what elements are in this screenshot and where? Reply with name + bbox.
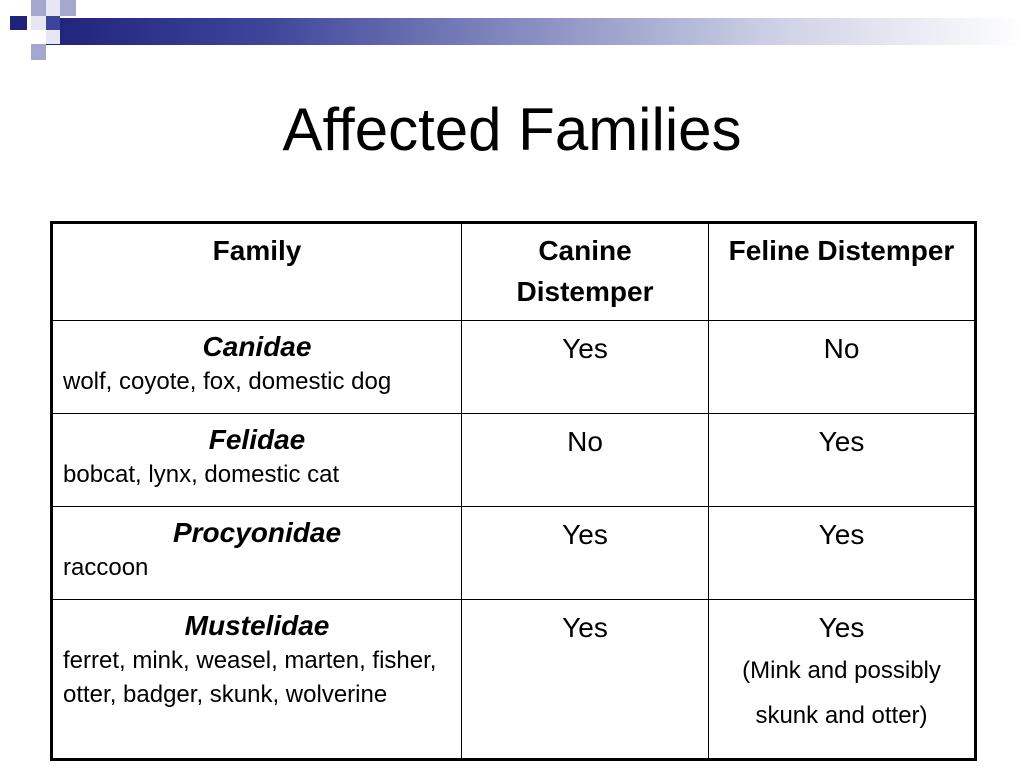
family-members: bobcat, lynx, domestic cat: [63, 461, 340, 488]
feline-cell: No: [709, 321, 976, 414]
family-members: raccoon: [63, 554, 149, 581]
decor-square: [31, 44, 46, 60]
family-name: Procyonidae: [172, 517, 342, 548]
table-row: [52, 414, 976, 507]
table-row: [52, 507, 976, 600]
family-members: ferret, mink, weasel, marten, fisher, otter, badger, skunk, wolverine: [63, 647, 437, 708]
header-family: Family: [52, 223, 462, 321]
decor-square: [46, 0, 60, 16]
header-feline-distemper: Feline Distemper: [709, 223, 976, 321]
canine-cell: Yes: [462, 321, 709, 414]
header-band: [46, 18, 1024, 45]
decor-square: [31, 0, 46, 16]
decor-square: [60, 0, 76, 16]
decor-square: [46, 30, 60, 44]
family-name: Canidae: [202, 331, 312, 362]
family-members: wolf, coyote, fox, domestic dog: [63, 368, 392, 395]
feline-cell: Yes: [709, 507, 976, 600]
decor-square: [46, 16, 60, 30]
canine-cell: No: [462, 414, 709, 507]
slide-title: Affected Families: [282, 96, 742, 163]
canine-cell: Yes: [462, 600, 709, 760]
family-cell: [52, 600, 462, 760]
family-name: Mustelidae: [184, 610, 330, 641]
family-name: Felidae: [208, 424, 306, 455]
family-cell: [52, 321, 462, 414]
decor-square: [10, 16, 27, 30]
table-row: [52, 600, 976, 760]
feline-value: Yes: [818, 612, 865, 643]
feline-cell: [709, 600, 976, 760]
table-row: [52, 321, 976, 414]
header-canine-distemper: Canine Distemper: [462, 223, 709, 321]
canine-cell: Yes: [462, 507, 709, 600]
feline-cell: Yes: [709, 414, 976, 507]
family-cell: [52, 507, 462, 600]
table-header-row: [52, 223, 976, 321]
decor-square: [31, 16, 46, 30]
families-table: [50, 221, 977, 761]
family-cell: [52, 414, 462, 507]
feline-note: (Mink and possibly skunk and otter): [742, 657, 941, 729]
